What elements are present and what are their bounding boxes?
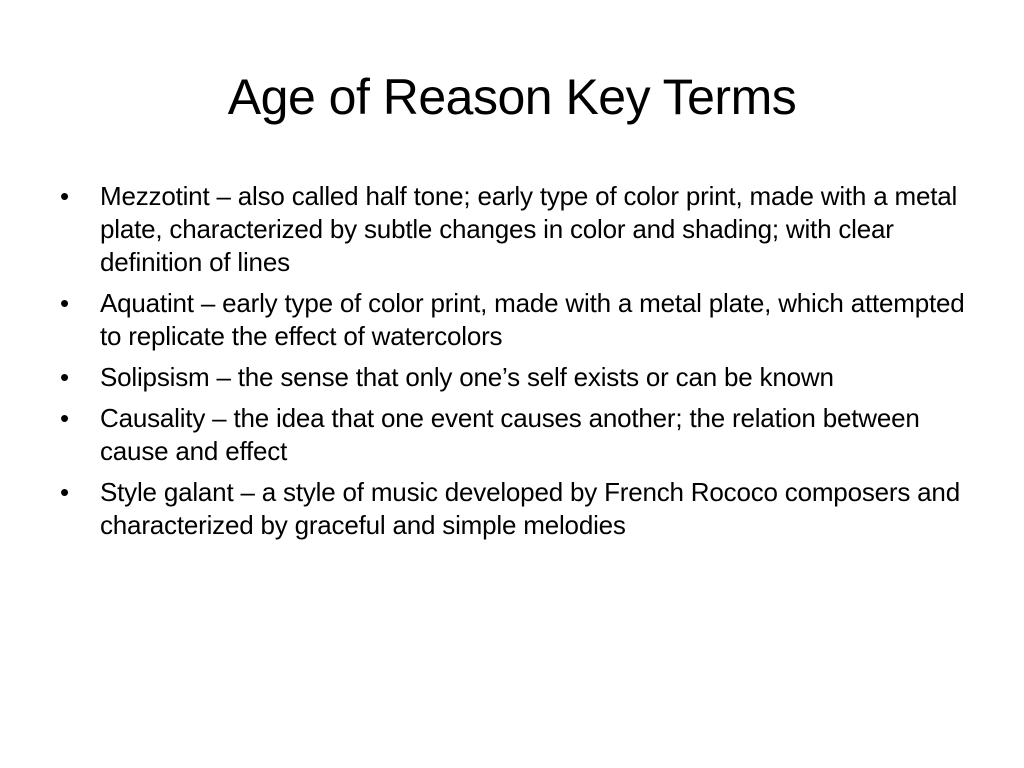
bullet-icon: • — [60, 288, 69, 318]
key-term-mezzotint — [58, 180, 978, 279]
key-term-text: Solipsism – the sense that only one’s self exists or can be known — [100, 362, 834, 392]
key-term-text: Style galant – a style of music developed by French Rococo composers and characterized by graceful and simple melodies — [100, 477, 960, 540]
key-term-text: Aquatint – early type of color print, made with a metal plate, which attempted to replicate the effect of watercolors — [100, 288, 965, 351]
key-term-style-galant — [58, 476, 978, 542]
bullet-icon: • — [60, 477, 69, 507]
key-term-text: Causality – the idea that one event causes another; the relation between cause and effect — [100, 403, 920, 466]
key-term-aquatint — [58, 287, 978, 353]
key-terms-list — [58, 180, 978, 550]
key-term-causality — [58, 402, 978, 468]
key-term-solipsism — [58, 361, 978, 394]
bullet-icon: • — [60, 362, 69, 392]
bullet-icon: • — [60, 181, 69, 211]
slide-title: Age of Reason Key Terms — [227, 69, 797, 125]
bullet-icon: • — [60, 403, 69, 433]
key-term-text: Mezzotint – also called half tone; early type of color print, made with a metal plate, characterized by subtle changes in color and shading; with clear definition of lines — [100, 181, 958, 277]
